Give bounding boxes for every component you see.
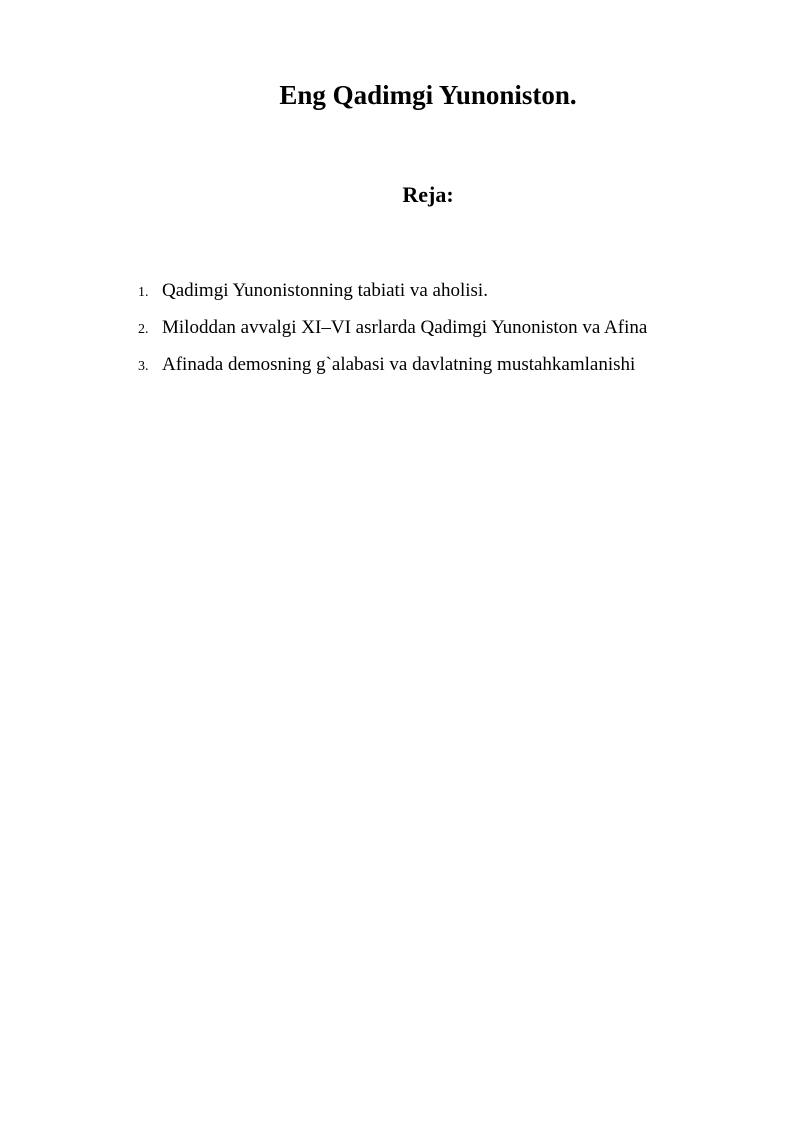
plan-heading: Reja: (402, 182, 454, 207)
document-title: Eng Qadimgi Yunoniston. (279, 80, 577, 110)
list-item-text: Afinada demosning g`alabasi va davlatning mustahkamlanishi (162, 354, 636, 375)
list-item-number: 1. (138, 285, 149, 300)
list-item-text: Miloddan avvalgi XI–VI asrlarda Qadimgi Yunoniston va Afina (162, 317, 648, 338)
list-item-number: 3. (138, 359, 149, 374)
plan-list (138, 277, 647, 388)
list-item (138, 351, 647, 388)
list-item-text: Qadimgi Yunonistonning tabiati va aholisi. (162, 280, 488, 301)
list-item (138, 277, 647, 314)
list-item (138, 314, 647, 351)
list-item-number: 2. (138, 322, 149, 337)
